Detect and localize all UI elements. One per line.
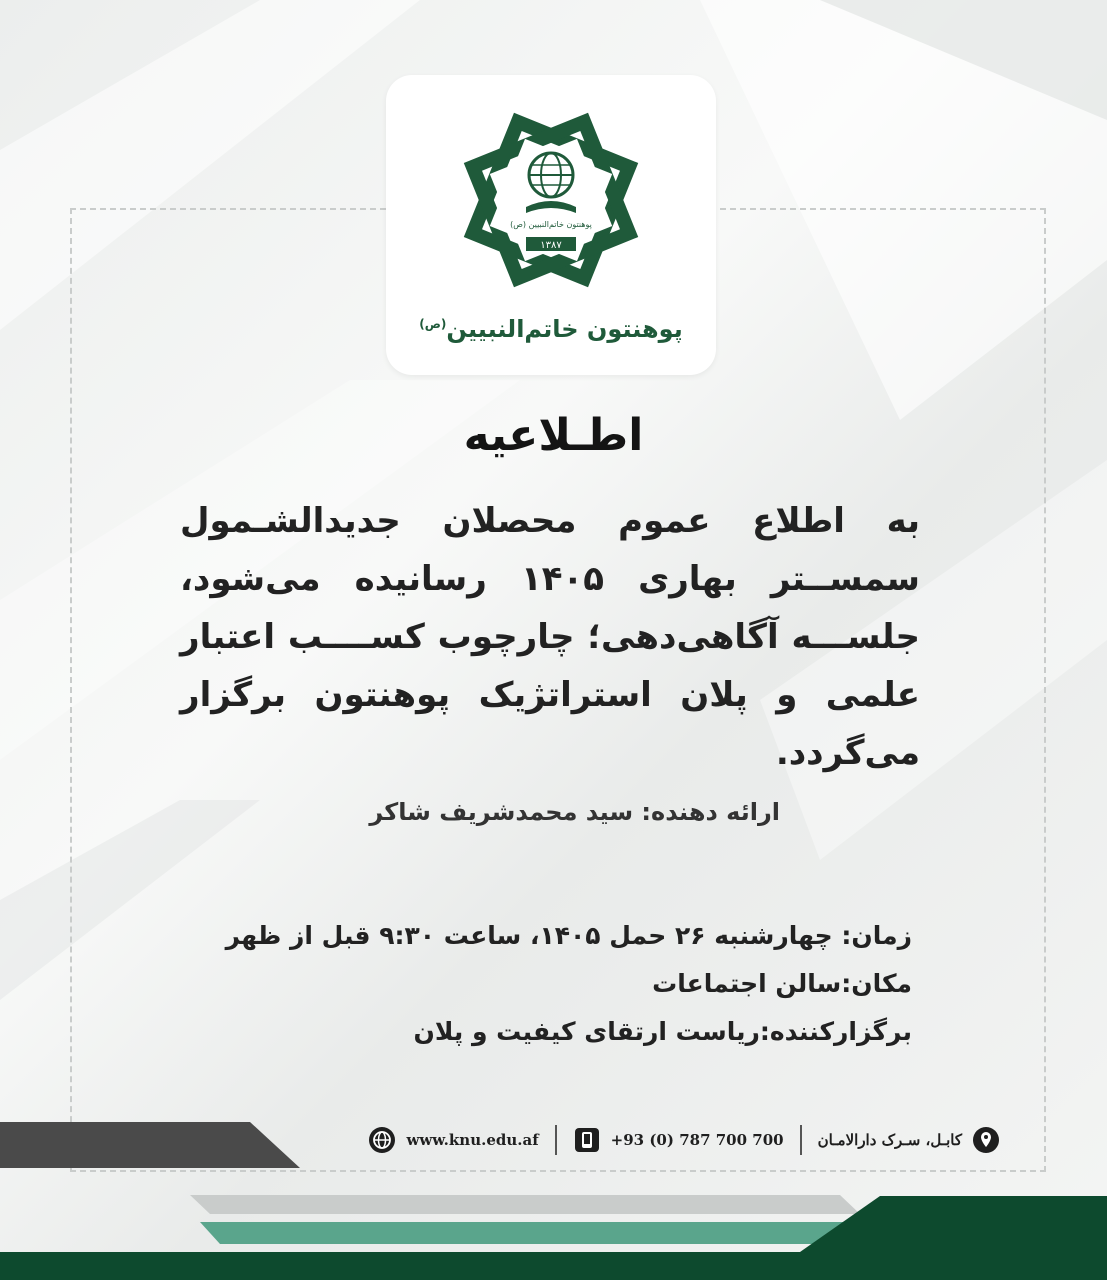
globe-icon: [368, 1126, 396, 1154]
time-line: زمان: چهارشنبه ۲۶ حمل ۱۴۰۵، ساعت ۹:۳۰ قبل از ظهر: [225, 921, 912, 950]
teal-stripe: [200, 1222, 880, 1244]
presenter-line: ارائه دهنده: سید محمدشریف شاکر: [369, 798, 780, 826]
logo-caption-sup: (ص): [419, 317, 447, 331]
logo-caption-text: پوهنتون خاتم‌النبیین: [446, 315, 683, 343]
event-details: [200, 912, 912, 1056]
divider: [555, 1125, 557, 1155]
notice-title: اطـلاعیه: [463, 410, 644, 461]
phone-text[interactable]: +93 (0) 787 700 700: [610, 1131, 784, 1149]
address-text: کابـل، سـرک دارالامـان: [817, 1131, 962, 1149]
location-pin-icon: [972, 1126, 1000, 1154]
green-base: [0, 1252, 1107, 1280]
logo-caption: [386, 315, 716, 343]
emblem-year: ۱۳۸۷: [540, 240, 562, 251]
university-emblem-icon: [446, 95, 656, 305]
gray-stripe-light: [190, 1195, 860, 1214]
notice-body: به اطلاع عموم محصلان جدیدالشـمول سمســتر بهاری ۱۴۰۵ رسانیده می‌شود، جلســـه آگاهی‌دهی؛ چارچوب کســــب اعتبار علمی و پلان استراتژیک پوهنتون برگزار می‌گردد.: [180, 501, 920, 773]
place-line: مکان:سالن اجتماعات: [652, 969, 912, 998]
organizer-line: برگزارکننده:ریاست ارتقای کیفیت و پلان: [413, 1017, 912, 1046]
website-link[interactable]: www.knu.edu.af: [406, 1131, 539, 1149]
logo-card: [386, 75, 716, 375]
phone-icon: [573, 1126, 601, 1154]
emblem-text: پوهنتون خاتم‌النبیین (ص): [510, 220, 592, 229]
divider: [800, 1125, 802, 1155]
contact-footer: [300, 1122, 1000, 1158]
